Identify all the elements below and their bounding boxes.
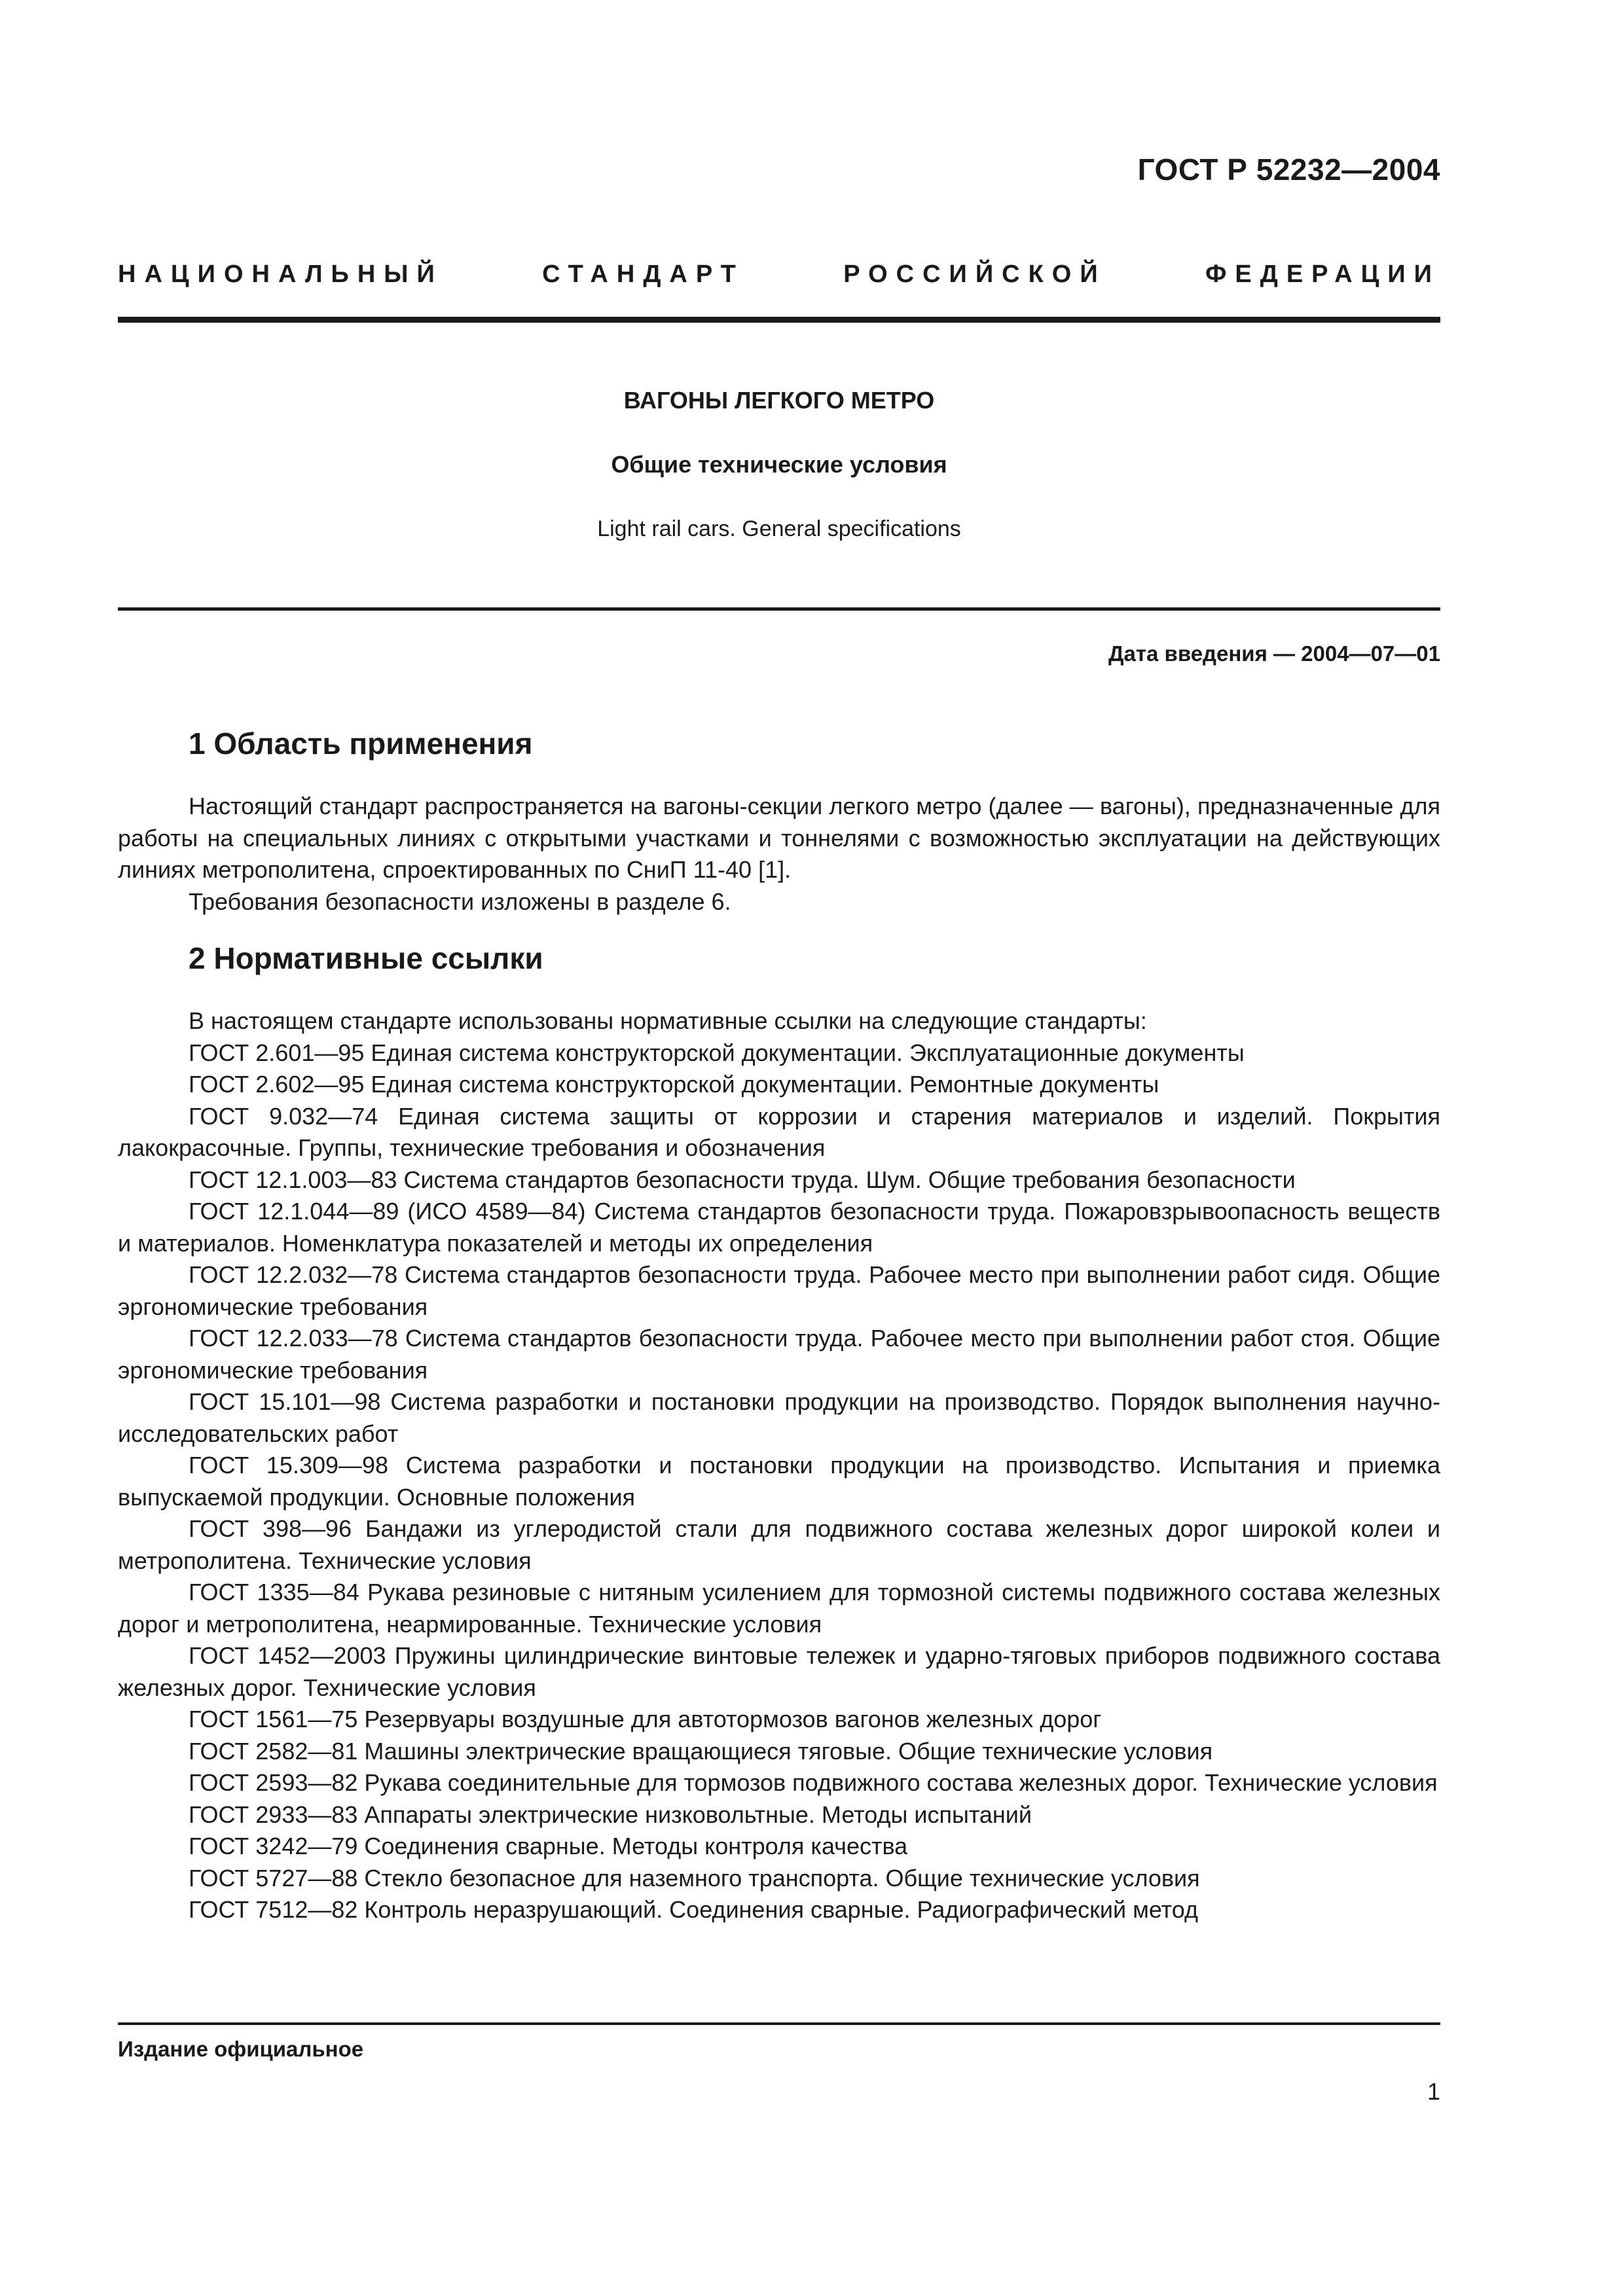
- section-normative-references: [118, 940, 1440, 1926]
- reference-item: ГОСТ 12.1.003—83 Система стандартов безопасности труда. Шум. Общие требования безопасности: [189, 1166, 1296, 1193]
- introduction-date: Дата введения — 2004—07—01: [1108, 641, 1440, 666]
- edition-note: Издание официальное: [118, 2037, 364, 2061]
- reference-item: ГОСТ 2593—82 Рукава соединительные для тормозов подвижного состава железных дорог. Технические условия: [189, 1769, 1438, 1796]
- reference-item: ГОСТ 5727—88 Стекло безопасное для наземного транспорта. Общие технические условия: [189, 1864, 1200, 1892]
- reference-item: ГОСТ 12.2.032—78 Система стандартов безопасности труда. Рабочее место при выполнении работ сидя. Общие эргономические требования: [118, 1261, 1440, 1320]
- title-block: [118, 386, 1440, 543]
- document-title-english: Light rail cars. General specifications: [597, 516, 961, 541]
- document-page: [118, 0, 1440, 2296]
- page-number: 1: [1427, 2078, 1440, 2105]
- reference-item: ГОСТ 2.601—95 Единая система конструкторской документации. Эксплуатационные документы: [189, 1039, 1245, 1066]
- header-divider: [118, 317, 1440, 323]
- section-heading: 1 Область применения: [189, 726, 533, 761]
- reference-item: ГОСТ 2933—83 Аппараты электрические низковольтные. Методы испытаний: [189, 1801, 1032, 1828]
- standard-banner: НАЦИОНАЛЬНЫЙ СТАНДАРТ РОССИЙСКОЙ ФЕДЕРАЦИИ: [118, 260, 1440, 288]
- reference-item: ГОСТ 15.309—98 Система разработки и постановки продукции на производство. Испытания и приемка выпускаемой продукции. Основные положения: [118, 1452, 1440, 1511]
- document-subtitle: Общие технические условия: [611, 451, 947, 478]
- paragraph: Настоящий стандарт распространяется на вагоны-секции легкого метро (далее — вагоны), предназначенные для работы на специальных линиях с открытыми участками и тоннелями с возможностью эксплуатации на действующих линиях метрополитена, спроектированных по СниП 11-40 [1].: [118, 793, 1440, 883]
- reference-item: ГОСТ 2.602—95 Единая система конструкторской документации. Ремонтные документы: [189, 1071, 1159, 1098]
- document-body: [118, 725, 1440, 1926]
- reference-item: ГОСТ 2582—81 Машины электрические вращающиеся тяговые. Общие технические условия: [189, 1737, 1213, 1765]
- document-title: ВАГОНЫ ЛЕГКОГО МЕТРО: [623, 387, 935, 414]
- reference-item: ГОСТ 398—96 Бандажи из углеродистой стали для подвижного состава железных дорог широкой колеи и метрополитена. Технические условия: [118, 1515, 1440, 1574]
- section-heading: 2 Нормативные ссылки: [189, 941, 543, 975]
- reference-item: ГОСТ 1452—2003 Пружины цилиндрические винтовые тележек и ударно-тяговых приборов подвижного состава железных дорог. Технические условия: [118, 1642, 1440, 1701]
- reference-item: ГОСТ 1335—84 Рукава резиновые с нитяным усилением для тормозной системы подвижного состава железных дорог и метрополитена, неармированные. Технические условия: [118, 1579, 1440, 1638]
- footer-divider: [118, 2022, 1440, 2025]
- title-divider: [118, 607, 1440, 611]
- reference-item: ГОСТ 3242—79 Соединения сварные. Методы контроля качества: [189, 1833, 908, 1859]
- reference-item: ГОСТ 15.101—98 Система разработки и постановки продукции на производство. Порядок выполнения научно-исследовательских работ: [118, 1388, 1440, 1447]
- paragraph: Требования безопасности изложены в разделе 6.: [189, 888, 731, 915]
- paragraph: В настоящем стандарте использованы нормативные ссылки на следующие стандарты:: [189, 1007, 1147, 1034]
- reference-item: ГОСТ 9.032—74 Единая система защиты от коррозии и старения материалов и изделий. Покрытия лакокрасочные. Группы, технические требования и обозначения: [118, 1102, 1440, 1161]
- document-code: ГОСТ Р 52232—2004: [1137, 152, 1440, 187]
- reference-item: ГОСТ 7512—82 Контроль неразрушающий. Соединения сварные. Радиографический метод: [189, 1896, 1199, 1923]
- reference-item: ГОСТ 12.1.044—89 (ИСО 4589—84) Система стандартов безопасности труда. Пожаровзрывоопасность веществ и материалов. Номенклатура показателей и методы их определения: [118, 1198, 1440, 1257]
- reference-item: ГОСТ 1561—75 Резервуары воздушные для автотормозов вагонов железных дорог: [189, 1706, 1102, 1732]
- section-scope: [118, 725, 1440, 918]
- reference-item: ГОСТ 12.2.033—78 Система стандартов безопасности труда. Рабочее место при выполнении работ стоя. Общие эргономические требования: [118, 1325, 1440, 1384]
